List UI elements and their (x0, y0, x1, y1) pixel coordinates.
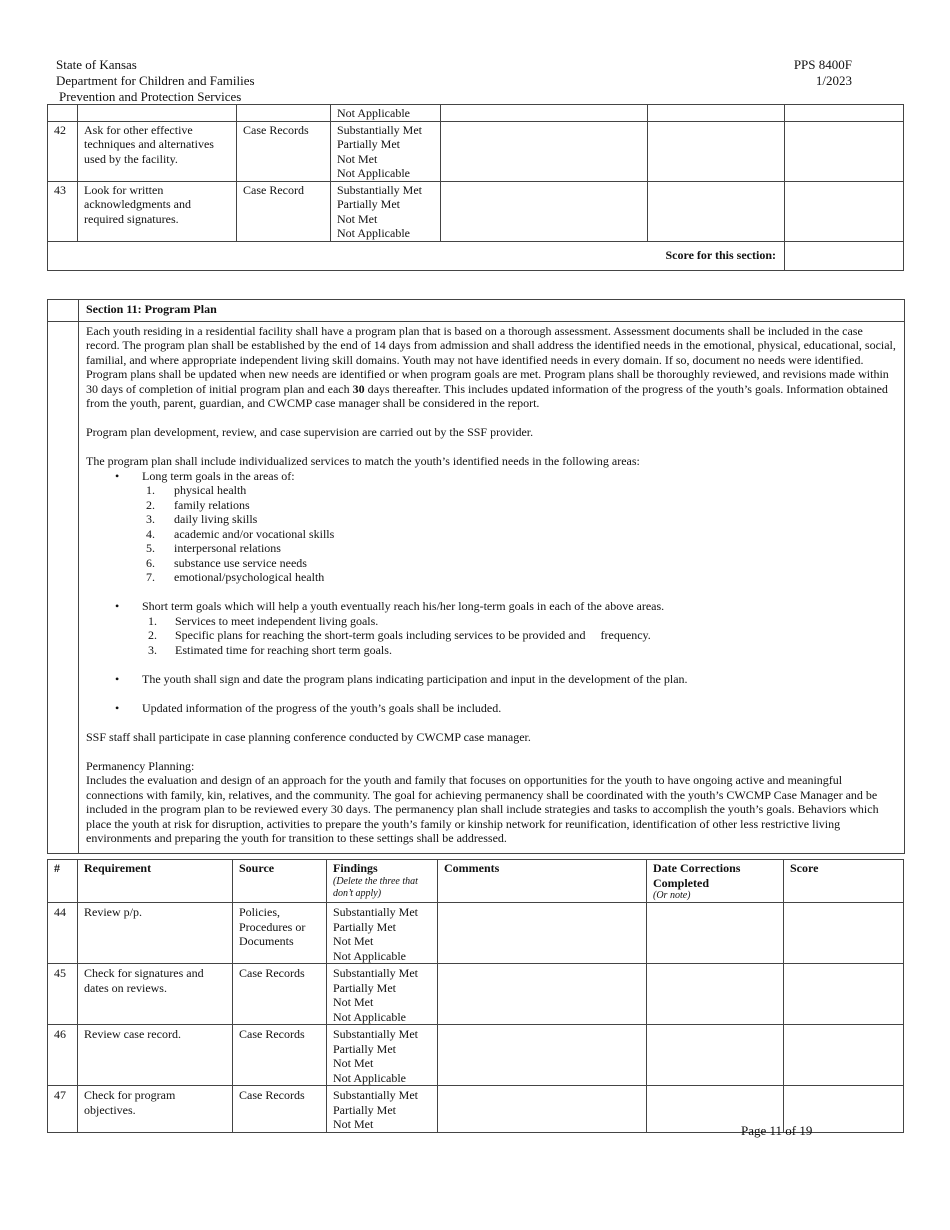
list-item: • Short term goals which will help a youth eventually reach his/her long-term goals in each of the above areas. 1. Services to meet independent living goals. 2. Specific plans for reaching the short-term goals including services to be provided and frequency. 3. Estimated time for reaching short term goals. (124, 599, 896, 672)
comments-cell[interactable] (438, 964, 647, 1025)
list-item: 3. Estimated time for reaching short term goals. (148, 642, 392, 657)
score-cell[interactable] (784, 964, 904, 1025)
row-number: 43 (48, 181, 78, 241)
date-corrections-cell[interactable] (647, 1025, 784, 1086)
list-item: 1. Services to meet independent living goals. (148, 613, 379, 628)
section-paragraph: The program plan shall include individualized services to match the youth’s identified needs in the following areas: (86, 454, 640, 468)
requirement-cell: Check for signatures and dates on reviews. (78, 964, 233, 1025)
list-item: • Long term goals in the areas of: 1. physical health 2. family relations 3. daily living skills 4. academic and/or vocational skills 5. interpersonal relations 6. substance use service needs 7. emotional/psychological health (124, 469, 896, 600)
list-item: 7. emotional/psychological health (146, 570, 325, 584)
row-number: 45 (48, 964, 78, 1025)
header-department: Department for Children and Families (56, 73, 255, 88)
row-number: 46 (48, 1025, 78, 1086)
findings-cell[interactable]: Substantially Met Partially Met Not Met Not Applicable (327, 964, 438, 1025)
section-paragraph: Program plan development, review, and case supervision are carried out by the SSF provider. (86, 425, 534, 439)
header-score: Score (784, 860, 904, 903)
source-cell: Case Records (233, 1025, 327, 1086)
list-item: 1. physical health (146, 483, 247, 497)
permanency-text: Includes the evaluation and design of an approach for the youth and family that focuses on opportunities for the youth to have ongoing active and meaningful connections with family, kin, relatives, and the community. The goal for achieving permanency shall be coordinated with the youth’s CWCMP Case Manager and be included in the program plan to be reviewed every 30 days. The permanency plan shall include strategies and tasks to accomplish the youth’s goals. Behaviors which place the youth at risk for disruption, activities to prepare the youth’s family or kinship network for reunification, identification of other less restrictive living environments and preparing the youth for transition to these settings shall be addressed. (86, 773, 879, 845)
table-row (48, 181, 904, 241)
comments-cell[interactable] (441, 121, 648, 181)
goals-list (86, 469, 896, 716)
date-corrections-cell[interactable] (648, 121, 785, 181)
header-division: Prevention and Protection Services (59, 89, 242, 104)
comments-cell[interactable] (441, 105, 648, 122)
section-score-label: Score for this section: (48, 241, 785, 271)
section-score-cell[interactable] (785, 241, 904, 271)
page-number: Page 11 of 19 (741, 1123, 813, 1138)
permanency-title: Permanency Planning: (86, 758, 195, 773)
date-corrections-cell[interactable] (648, 105, 785, 122)
header-date-corrections: Date Corrections Completed (Or note) (647, 860, 784, 903)
header-source: Source (233, 860, 327, 903)
form-id: PPS 8400F (793, 57, 852, 72)
source-cell: Case Record (237, 181, 331, 241)
score-cell[interactable] (784, 903, 904, 964)
list-item: 6. substance use service needs (146, 555, 307, 570)
score-cell[interactable] (785, 105, 904, 122)
findings-cell[interactable]: Substantially Met Partially Met Not Met (327, 1086, 438, 1133)
score-row (48, 241, 904, 271)
comments-cell[interactable] (438, 1025, 647, 1086)
date-corrections-cell[interactable] (648, 181, 785, 241)
score-cell[interactable] (784, 1025, 904, 1086)
header-number: # (48, 860, 78, 903)
list-item: 5. interpersonal relations (146, 541, 281, 555)
requirements-table (47, 859, 904, 1133)
table-row (48, 1025, 904, 1086)
section-intro: Each youth residing in a residential facility shall have a program plan that is based on a thorough assessment. Assessment documents shall be included in the case record. The program plan shall be established by the end of 14 days from admission and shall address the identified needs in the emotional, physical, educational, social, familial, and where appropriate independent living skill domains. Youth may not have identified needs in every domain. If so, document no needs were identified. Program plans shall be updated when new needs are identified or when program goals are met. Program plans shall be thoroughly reviewed, and revisions made within 30 days of completion of initial program plan and each 30 days thereafter. This includes updated information of the progress of the youth’s goals. Information obtained from the youth, parent, guardian, and CWCMP case manager shall be considered in the report. (86, 323, 896, 410)
findings-cell[interactable]: Substantially Met Partially Met Not Met Not Applicable (331, 181, 441, 241)
findings-cell[interactable]: Substantially Met Partially Met Not Met Not Applicable (327, 1025, 438, 1086)
list-item: • Updated information of the progress of the youth’s goals shall be included. (124, 701, 896, 716)
long-term-goals-list (142, 483, 896, 585)
findings-cell: Not Applicable (331, 105, 441, 122)
comments-cell[interactable] (438, 1086, 647, 1133)
form-date: 1/2023 (815, 73, 852, 88)
row-number: 44 (48, 903, 78, 964)
list-item: 2. family relations (146, 497, 250, 512)
source-cell: Policies, Procedures or Documents (233, 903, 327, 964)
list-item: • The youth shall sign and date the program plans indicating participation and input in the development of the plan. (124, 672, 896, 701)
findings-cell[interactable]: Substantially Met Partially Met Not Met Not Applicable (331, 121, 441, 181)
list-item: 3. daily living skills (146, 512, 258, 526)
table-row (48, 121, 904, 181)
source-cell: Case Records (233, 964, 327, 1025)
table-header-row (48, 860, 904, 903)
date-corrections-cell[interactable] (647, 964, 784, 1025)
section-body (79, 322, 904, 853)
agency-header (56, 57, 255, 105)
requirement-cell: Review p/p. (78, 903, 233, 964)
table-row (48, 105, 904, 122)
short-term-goals-list (142, 614, 896, 658)
requirement-cell: Review case record. (78, 1025, 233, 1086)
comments-cell[interactable] (441, 181, 648, 241)
row-number: 42 (48, 121, 78, 181)
source-cell: Case Records (233, 1086, 327, 1133)
section-title: Section 11: Program Plan (86, 302, 217, 316)
form-header (794, 57, 852, 89)
table-row (48, 964, 904, 1025)
requirement-cell: Check for program objectives. (78, 1086, 233, 1133)
header-state: State of Kansas (56, 57, 137, 72)
list-item: 4. academic and/or vocational skills (146, 526, 335, 541)
section-11-box (47, 299, 905, 854)
requirement-cell: Look for written acknowledgments and required signatures. (78, 181, 237, 241)
findings-cell[interactable]: Substantially Met Partially Met Not Met Not Applicable (327, 903, 438, 964)
row-number: 47 (48, 1086, 78, 1133)
date-corrections-cell[interactable] (647, 903, 784, 964)
header-findings: Findings (Delete the three that don’t apply) (327, 860, 438, 903)
list-item: 2. Specific plans for reaching the short-term goals including services to be provided and frequency. (148, 628, 651, 642)
comments-cell[interactable] (438, 903, 647, 964)
section-paragraph: SSF staff shall participate in case planning conference conducted by CWCMP case manager. (86, 729, 531, 744)
score-cell[interactable] (785, 121, 904, 181)
previous-section-table (47, 104, 904, 271)
table-row (48, 903, 904, 964)
requirement-cell: Ask for other effective techniques and alternatives used by the facility. (78, 121, 237, 181)
score-cell[interactable] (785, 181, 904, 241)
header-requirement: Requirement (78, 860, 233, 903)
source-cell: Case Records (237, 121, 331, 181)
header-comments: Comments (438, 860, 647, 903)
